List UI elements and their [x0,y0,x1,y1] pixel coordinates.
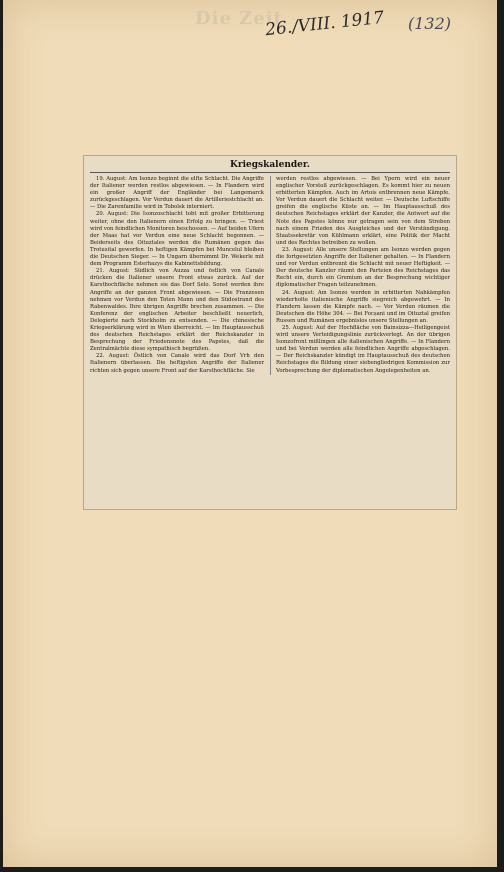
article-column-left [90,176,264,375]
article-paragraph: 25. August: Auf der Hochfläche von Bainsizza—Heiligengeist wird unsere Verteidigungslinie zurückverlegt. An der übrigen Isonzofront mißlingen alle italienischen Angriffe. — In Flandern und bei Verdun werden alle feindlichen Angriffe abgeschlagen. — Der Reichskanzler kündigt im Hauptausschuß des deutschen Reichstages die Bildung einer siebengliedrigen Kommission zur Vorbesprechung der diplomatischen Angelegenheiten an. [276,324,450,374]
article-paragraph: 24. August: Am Isonzo werden in erbitterten Nahkämpfen wiederholte italienische Angriffe siegreich abgewehrt. — In Flandern lassen die Kämpfe nach. — Vor Verdun räumen die Deutschen die Höhe 304. — Bei Focșani und im Oituztal greifen Russen und Rumänen ergebnislos unsere Stellungen an. [276,289,450,324]
article-title: Kriegskalender. [230,160,310,170]
handwritten-date: 26./VIII. 1917 [264,7,385,41]
article-columns [90,176,450,375]
article-paragraph: 23. August: Alle unsere Stellungen am Isonzo werden gegen die fortgesetzten Angriffe der Italiener gehalten. — In Flandern und vor Verdun entbrennt die Schlacht mit neuer Heftigkeit. — Der deutsche Kanzler räumt den Parteien des Reichstages das Recht ein, durch ein Gremium an der Besprechung wichtiger diplomatischer Fragen teilzunehmen. [276,246,450,289]
article-column-right [270,176,450,375]
article-paragraph: 21. August: Südlich von Auzza und östlich von Canale drücken die Italiener unsere Front etwas zurück. Auf der Karsthochfläche nehmen sie das Dorf Selo. Sonst werden ihre Angriffe an der ganzen Front abgewiesen. — Die Franzosen nehmen vor Verdun den Toten Mann und den Südostrand des Rabenwaldes. Ihre übrigen Angriffe brechen zusammen. — Die Konferenz der englischen Arbeiter beschließt neuerlich, Delegierte nach Stockholm zu entsenden. — Die chinesische Kriegserklärung wird in Wien überreicht. — Im Hauptausschuß des deutschen Reichstages erklärt der Reichskanzler in Besprechung der Friedensnote des Papstes, daß die Zentralmächte diese sympathisch begrüßen. [90,268,264,353]
article-paragraph: 19. August: Am Isonzo beginnt die elfte Schlacht. Die Angriffe der Italiener werden restlos abgewiesen. — In Flandern wird ein großer Angriff der Engländer bei Langemarck zurückgeschlagen. Vor Verdun dauert die Artilleriestchlacht an. — Die Zarenfamilie wird in Tobolsk interniert. [90,176,264,211]
title-divider [90,172,450,173]
newspaper-clipping [83,155,457,510]
newspaper-stamp: Die Zeit [195,8,283,29]
handwritten-number: (132) [408,14,452,33]
article-paragraph: werden restlos abgewiesen. — Bei Ypern wird ein neuer englischer Vorstoß zurückgeschlagen. Es kommt hier zu neuen erbitterten Kämpfen. Auch im Artois entbrennen neue Kämpfe. Vor Verdun dauert die Schlacht weiter. — Deutsche Luftschiffe greifen die englische Küste an. — Im Hauptausschuß des deutschen Reichstages erklärt der Kanzler, die Antwort auf die Note des Papstes könne nur getragen sein von dem Streben nach einem Frieden des Ausgleiches und der Verständigung. Staatssekretär von Kühlmann erklärt, eine Politik der Macht und des Rechtes betreiben zu wollen. [276,176,450,246]
article-paragraph: 20. August: Die Isonzoschlacht tobt mit großer Erbitterung weiter, ohne den Italienern einen Erfolg zu bringen. — Triest wird von feindlichen Monitoren beschossen. — Auf beiden Ufern der Maas hat vor Verdun eine neue Schlacht begonnen. — Beiderseits des Oituztales werden die Rumänen gegen das Trotusital geworfen. In heftigen Kämpfen bei Muncelul bleiben die Deutschen Sieger. — In Ungarn übernimmt Dr. Wekerle mit dem Programm Esterhazys die Kabinettsbildung. [90,211,264,268]
archive-sheet [3,0,497,867]
article-paragraph: 22. August: Östlich von Canale wird das Dorf Vrh den Italienern überlassen. Die heftigsten Angriffe der Italiener richten sich gegen unsere Front auf der Karsthochfläche. Sie [90,353,264,374]
